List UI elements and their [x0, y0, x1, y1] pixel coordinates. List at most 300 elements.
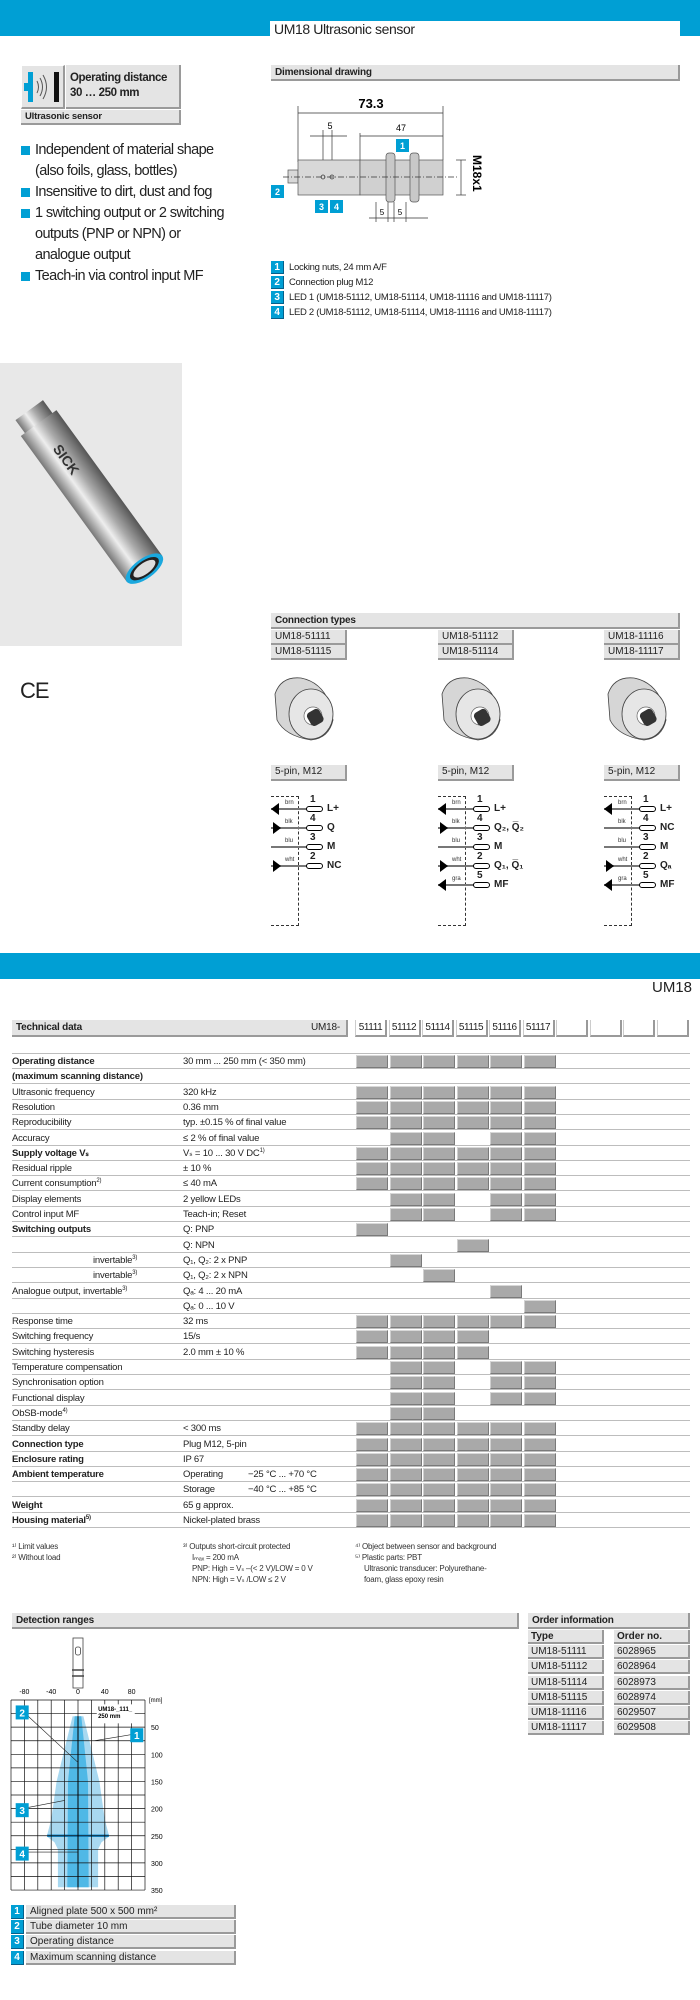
availability-cell [457, 1315, 489, 1328]
operating-distance-label [66, 65, 181, 109]
availability-cell [356, 1514, 388, 1527]
order-type-header: Type [528, 1630, 604, 1644]
table-row [12, 1513, 690, 1528]
connection-model-label: UM18-11116 [604, 630, 680, 645]
pin-number: 1 [310, 794, 316, 805]
availability-cell [423, 1132, 455, 1145]
pin-contact [639, 863, 656, 869]
row-label [12, 1270, 137, 1281]
row-value-secondary: −40 °C ... +85 °C [248, 1484, 317, 1496]
availability-cell [490, 1453, 522, 1466]
availability-cell [423, 1453, 455, 1466]
availability-cell [457, 1101, 489, 1114]
table-row [12, 1100, 690, 1115]
availability-cell [490, 1468, 522, 1481]
arrow-left-icon [438, 879, 446, 891]
pin-signal: Q₁, Q̅₁ [494, 860, 524, 871]
legend-badge: 3 [11, 1935, 24, 1949]
availability-cell [524, 1376, 556, 1389]
availability-cell [457, 1116, 489, 1129]
availability-cell [356, 1086, 388, 1099]
arrow-right-icon [273, 860, 281, 872]
availability-cell [390, 1514, 422, 1527]
row-value-text: Vₛ = 10 ... 30 V DC [183, 1147, 260, 1159]
row-value-text: Q₁, Q₂: 2 x NPN [183, 1270, 248, 1282]
row-label [12, 1286, 127, 1297]
technical-data-title: Technical data [16, 1022, 82, 1033]
availability-cell [356, 1055, 388, 1068]
table-row [12, 1375, 690, 1390]
availability-cell [423, 1208, 455, 1221]
row-value-text: 2 yellow LEDs [183, 1193, 241, 1205]
row-label-text: Temperature compensation [12, 1362, 123, 1373]
table-row [12, 1498, 690, 1513]
row-label [12, 1224, 91, 1235]
pin-number: 3 [310, 832, 316, 843]
row-label-text: Standby delay [12, 1423, 70, 1435]
row-label-text: Display elements [12, 1193, 82, 1205]
order-row [528, 1645, 690, 1660]
availability-cell [423, 1407, 455, 1420]
callout-number: 2 [19, 1708, 25, 1720]
row-label [12, 1423, 70, 1434]
row-label-text: invertable [93, 1255, 133, 1267]
availability-cell [423, 1101, 455, 1114]
table-row [12, 1238, 690, 1253]
table-row [12, 1391, 690, 1406]
footnote-ref: 2) [96, 1178, 102, 1185]
order-row [528, 1721, 690, 1736]
pin-number: 4 [310, 813, 316, 824]
availability-cell [390, 1392, 422, 1405]
model-column-header: 51115 [456, 1020, 488, 1037]
availability-cell [524, 1162, 556, 1175]
row-value-secondary: −25 °C ... +70 °C [248, 1469, 317, 1481]
ultrasonic-icon [21, 65, 65, 109]
feature-item: Teach-in via control input MF [21, 266, 236, 287]
y-tick-label: 350 [151, 1888, 163, 1896]
row-value [183, 1270, 248, 1281]
operating-distance-box [21, 65, 181, 125]
availability-cell [490, 1086, 522, 1099]
availability-cell [490, 1438, 522, 1451]
row-value [183, 1133, 259, 1144]
row-value-text: 2.0 mm ± 10 % [183, 1346, 245, 1358]
row-label [12, 1362, 122, 1373]
availability-cell [390, 1177, 422, 1190]
nut-width-dimension: 5 [379, 208, 385, 217]
pin-contact [473, 863, 490, 869]
availability-cell [524, 1453, 556, 1466]
row-label-text: invertable [93, 1270, 133, 1282]
connector-image [604, 672, 674, 744]
y-tick-label: 300 [151, 1860, 163, 1868]
availability-cell [423, 1392, 455, 1405]
arrow-right-icon [440, 860, 448, 872]
pin-signal: MF [494, 879, 509, 890]
pin-number: 4 [477, 813, 483, 824]
availability-cell [356, 1101, 388, 1114]
row-label [12, 1194, 81, 1205]
model-column-header: 51114 [422, 1020, 454, 1037]
row-value [183, 1515, 260, 1526]
availability-cell [457, 1177, 489, 1190]
row-value [183, 1500, 233, 1511]
order-number: 6028973 [614, 1676, 690, 1690]
availability-cell [356, 1453, 388, 1466]
svg-text:1: 1 [399, 141, 406, 151]
pin-contact [306, 825, 323, 831]
table-row [12, 1131, 690, 1146]
footnote-ref: 3) [132, 1254, 138, 1261]
arrow-left-icon [271, 803, 279, 815]
led-spacing-dimension: 5 [327, 121, 333, 131]
connection-model-label: UM18-51114 [438, 645, 514, 660]
connection-model-label: UM18-51111 [271, 630, 347, 645]
availability-cell [390, 1468, 422, 1481]
availability-cell [457, 1162, 489, 1175]
table-row [12, 1222, 690, 1237]
row-value [183, 1286, 242, 1297]
pin-contact [639, 806, 656, 812]
availability-cell [524, 1499, 556, 1512]
page-title-box [270, 21, 680, 38]
nut-width-dimension: 5 [397, 208, 403, 217]
row-value [183, 1087, 216, 1098]
availability-cell [423, 1468, 455, 1481]
pin-number: 4 [643, 813, 649, 824]
availability-cell [356, 1116, 388, 1129]
order-type: UM18-51115 [528, 1691, 604, 1705]
row-label [12, 1377, 104, 1388]
availability-cell [390, 1101, 422, 1114]
x-tick-label: 80 [127, 1689, 136, 1696]
wire-line [438, 846, 474, 848]
table-row [12, 1406, 690, 1421]
availability-cell [423, 1162, 455, 1175]
availability-cell [457, 1468, 489, 1481]
row-label [12, 1515, 91, 1526]
pin-contact [306, 863, 323, 869]
row-value-text: 0.36 mm [183, 1101, 219, 1113]
y-tick-label: 100 [151, 1752, 163, 1760]
table-row [12, 1314, 690, 1329]
row-label [12, 1469, 104, 1480]
row-label-text: Connection type [12, 1438, 84, 1450]
availability-cell [524, 1193, 556, 1206]
availability-cell [390, 1132, 422, 1145]
availability-cell [457, 1422, 489, 1435]
availability-cell [490, 1208, 522, 1221]
wire-color-label: brn [452, 800, 461, 806]
row-label [12, 1347, 94, 1358]
availability-cell [356, 1147, 388, 1160]
row-value [183, 1331, 200, 1342]
pin-contact [639, 882, 656, 888]
detection-ranges-header: Detection ranges [12, 1613, 519, 1629]
y-tick-label: 150 [151, 1779, 163, 1787]
model-column-header [556, 1020, 588, 1037]
y-unit-label: [mm] [149, 1698, 163, 1704]
y-tick-label: 250 [151, 1833, 163, 1841]
table-row [12, 1146, 690, 1161]
availability-cell [457, 1147, 489, 1160]
order-type: UM18-11117 [528, 1721, 604, 1735]
availability-cell [423, 1346, 455, 1359]
row-value [183, 1163, 211, 1174]
row-label [12, 1071, 143, 1082]
availability-cell [390, 1422, 422, 1435]
page-title: UM18 Ultrasonic sensor [274, 21, 415, 37]
row-label [12, 1178, 101, 1189]
availability-cell [390, 1086, 422, 1099]
row-value-text: typ. ±0.15 % of final value [183, 1117, 287, 1129]
order-number: 6028974 [614, 1691, 690, 1705]
svg-text:2: 2 [274, 187, 281, 197]
row-value [183, 1102, 219, 1113]
row-label [12, 1209, 79, 1220]
availability-cell [524, 1392, 556, 1405]
operating-distance-range: 30 … 250 mm [70, 87, 140, 99]
row-value [183, 1194, 241, 1205]
svg-text:3: 3 [318, 202, 325, 212]
wire-color-label: blk [452, 819, 460, 825]
y-tick-label: 200 [151, 1806, 163, 1814]
feature-list [21, 140, 236, 287]
pin-signal: L+ [660, 803, 672, 814]
order-row [528, 1676, 690, 1691]
section-banner [0, 953, 700, 979]
availability-cell [490, 1055, 522, 1068]
plug-type-label: 5-pin, M12 [271, 765, 347, 781]
availability-cell [390, 1499, 422, 1512]
availability-cell [356, 1223, 388, 1236]
row-label [12, 1439, 83, 1450]
table-row [12, 1253, 690, 1268]
order-number: 6029507 [614, 1706, 690, 1720]
technical-data-header [12, 1020, 348, 1037]
pin-signal: L+ [327, 803, 339, 814]
order-row [528, 1706, 690, 1721]
row-value [183, 1454, 204, 1465]
row-label-text: Enclosure rating [12, 1453, 84, 1465]
pin-number: 1 [477, 794, 483, 805]
connection-model-label: UM18-51115 [271, 645, 347, 660]
availability-cell [423, 1116, 455, 1129]
x-tick-label: 0 [76, 1689, 80, 1696]
pin-signal: MF [660, 879, 675, 890]
drawing-legend-item: 3 LED 1 (UM18-51112, UM18-51114, UM18-11116 and UM18-11117) [271, 291, 552, 304]
drawing-legend-item: 2 Connection plug M12 [271, 276, 373, 289]
table-row [12, 1085, 690, 1100]
availability-cell [524, 1132, 556, 1145]
order-type: UM18-51111 [528, 1645, 604, 1659]
row-value-text: Nickel-plated brass [183, 1515, 260, 1526]
sensor-icon [73, 1638, 83, 1688]
table-row [12, 1345, 690, 1360]
pin-number: 2 [310, 851, 316, 862]
pin-signal: Qₐ [660, 860, 672, 871]
wire-color-label: blu [452, 838, 461, 844]
availability-cell [490, 1162, 522, 1175]
wire-color-label: gra [618, 876, 627, 882]
callout-number: 4 [19, 1849, 25, 1861]
availability-cell [457, 1453, 489, 1466]
row-value [183, 1484, 215, 1495]
order-type: UM18-51112 [528, 1660, 604, 1674]
pin-signal: Q₂, Q̅₂ [494, 822, 524, 833]
row-label-text: Housing material [12, 1515, 86, 1527]
table-row [12, 1176, 690, 1191]
availability-cell [356, 1499, 388, 1512]
callout-2 [271, 185, 284, 198]
row-label [12, 1331, 93, 1342]
detection-legend-item [11, 1905, 236, 1919]
table-row [12, 1482, 690, 1497]
availability-cell [390, 1315, 422, 1328]
table-row [12, 1192, 690, 1207]
order-information-header: Order information [528, 1613, 690, 1629]
row-value-text: 30 mm ... 250 mm (< 350 mm) [183, 1056, 306, 1067]
plug-type-label: 5-pin, M12 [438, 765, 514, 781]
availability-cell [356, 1438, 388, 1451]
row-value-text: Qₐ: 4 ... 20 mA [183, 1285, 243, 1297]
row-label-text: Response time [12, 1316, 73, 1328]
row-label [12, 1102, 55, 1113]
footnote-ref: 4) [62, 1407, 68, 1414]
pin-signal: L+ [494, 803, 506, 814]
row-label-text: Synchronisation option [12, 1377, 104, 1389]
row-label-text: Switching outputs [12, 1224, 91, 1236]
availability-cell [423, 1483, 455, 1496]
detection-legend-item [11, 1951, 236, 1965]
availability-cell [423, 1315, 455, 1328]
row-value-text: 15/s [183, 1331, 201, 1343]
pin-signal: Q [327, 822, 335, 833]
availability-cell [524, 1086, 556, 1099]
connection-model-label: UM18-51112 [438, 630, 514, 645]
arrow-right-icon [440, 822, 448, 834]
row-value-text: < 300 ms [183, 1423, 221, 1435]
availability-cell [423, 1055, 455, 1068]
model-column-header [623, 1020, 655, 1037]
arrow-right-icon [606, 860, 614, 872]
table-row [12, 1437, 690, 1452]
availability-cell [490, 1499, 522, 1512]
y-tick-label: 50 [151, 1725, 159, 1733]
order-number: 6028964 [614, 1660, 690, 1674]
availability-cell [524, 1514, 556, 1527]
legend-text: Tube diameter 10 mm [26, 1920, 236, 1934]
drawing-legend-item: 1 Locking nuts, 24 mm A/F [271, 261, 387, 274]
wire-line [604, 846, 640, 848]
availability-cell [356, 1422, 388, 1435]
operating-distance-title: Operating distance [70, 72, 167, 84]
pin-number: 2 [643, 851, 649, 862]
availability-cell [490, 1514, 522, 1527]
order-number: 6029508 [614, 1721, 690, 1735]
table-row [12, 1069, 690, 1084]
pin-number: 2 [477, 851, 483, 862]
availability-cell [356, 1315, 388, 1328]
row-value-text: 32 ms [183, 1316, 208, 1328]
row-value [183, 1117, 286, 1128]
product-photo [0, 363, 182, 646]
availability-cell [490, 1147, 522, 1160]
row-label [12, 1316, 73, 1327]
callout-1 [396, 139, 409, 152]
availability-cell [524, 1315, 556, 1328]
model-column-header: 51116 [489, 1020, 521, 1037]
overall-length-dimension: 73.3 [358, 96, 384, 111]
availability-cell [390, 1055, 422, 1068]
row-label [12, 1087, 95, 1098]
pin-contact [306, 806, 323, 812]
row-value-text: Q: PNP [183, 1224, 215, 1236]
availability-cell [423, 1514, 455, 1527]
row-value [183, 1209, 246, 1220]
pin-contact [306, 844, 323, 850]
availability-cell [457, 1483, 489, 1496]
table-row [12, 1421, 690, 1436]
availability-cell [390, 1193, 422, 1206]
availability-cell [356, 1468, 388, 1481]
availability-cell [423, 1330, 455, 1343]
availability-cell [524, 1116, 556, 1129]
row-value-text: Storage [183, 1484, 215, 1496]
availability-cell [524, 1300, 556, 1313]
wire-color-label: brn [285, 800, 294, 806]
row-label-text: Switching hysteresis [12, 1346, 95, 1358]
arrow-left-icon [604, 803, 612, 815]
availability-cell [490, 1116, 522, 1129]
availability-cell [524, 1438, 556, 1451]
model-column-header [657, 1020, 689, 1037]
availability-cell [390, 1330, 422, 1343]
availability-cell [457, 1055, 489, 1068]
model-prefix: UM18- [310, 1022, 340, 1033]
availability-cell [390, 1147, 422, 1160]
availability-cell [524, 1422, 556, 1435]
row-value-text: Operating [183, 1469, 223, 1481]
availability-cell [490, 1361, 522, 1374]
availability-cell [390, 1407, 422, 1420]
availability-cell [457, 1514, 489, 1527]
availability-cell [490, 1392, 522, 1405]
sensor-type-caption: Ultrasonic sensor [21, 110, 181, 125]
wire-color-label: wht [618, 857, 628, 863]
legend-text: Aligned plate 500 x 500 mm² [26, 1905, 236, 1919]
ce-mark: CE [20, 678, 49, 703]
order-number-header: Order no. [614, 1630, 690, 1644]
availability-cell [390, 1438, 422, 1451]
feature-item: 1 switching output or 2 switching outputs (PNP or NPN) or analogue output [21, 203, 236, 266]
row-label-text: ObSB-mode [12, 1408, 63, 1420]
row-label-text: Weight [12, 1499, 43, 1511]
row-label-text: Reproducibility [12, 1117, 72, 1129]
svg-text:4: 4 [333, 202, 340, 212]
pin-contact [473, 806, 490, 812]
availability-cell [524, 1483, 556, 1496]
footnote-ref: 1) [259, 1147, 265, 1154]
pin-number: 3 [477, 832, 483, 843]
table-row [12, 1329, 690, 1344]
wire-color-label: wht [452, 857, 462, 863]
order-row [528, 1691, 690, 1706]
model-column-header: 51117 [523, 1020, 555, 1037]
dimensional-drawing-header: Dimensional drawing [271, 65, 680, 81]
row-value [183, 1423, 221, 1434]
